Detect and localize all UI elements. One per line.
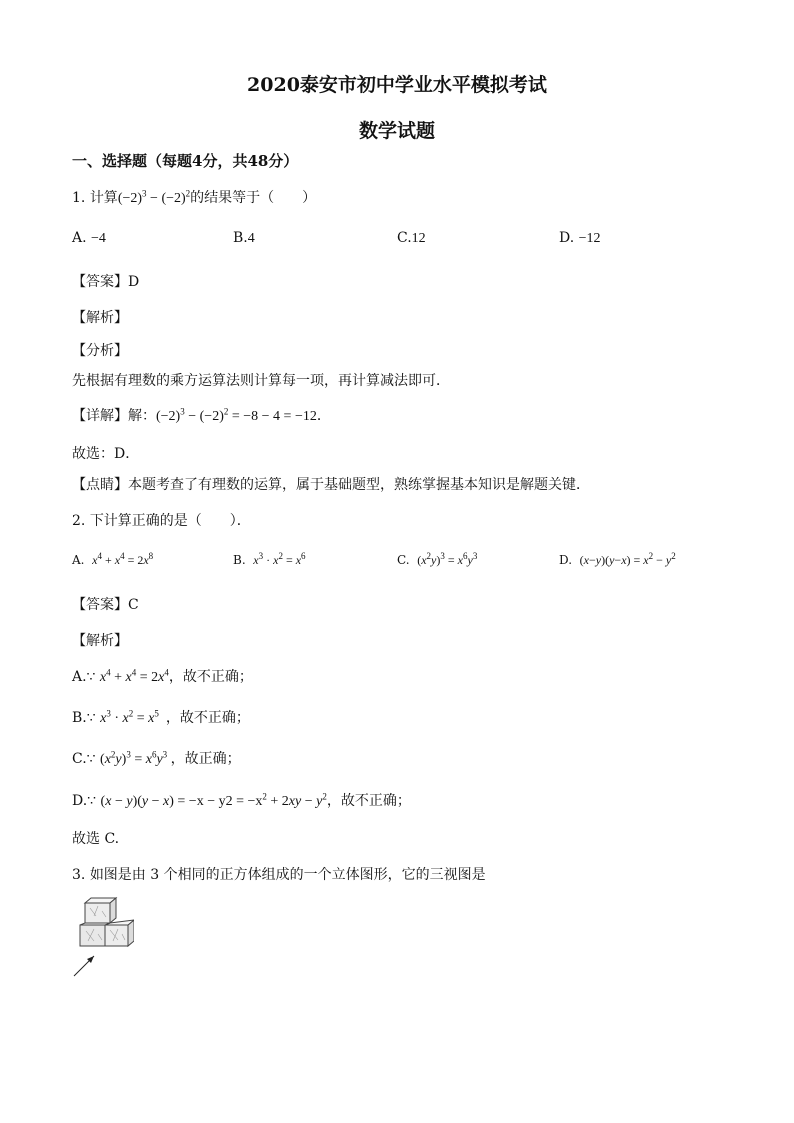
exam-subtitle: 数学试题	[358, 120, 435, 142]
detail-prefix: 解：	[128, 408, 156, 424]
option-formula: $x^3 \cdot x^2 = x^6$	[253, 551, 306, 567]
dianjing-line	[72, 474, 590, 494]
option-b	[233, 230, 255, 247]
stem-text: 下计算正确的是（ ）．	[89, 513, 251, 529]
option-d	[559, 230, 601, 247]
option-label: B.	[233, 553, 246, 567]
option-formula: $(x-y)(y-x) = x^2 - y^2$	[579, 551, 676, 567]
option-d	[559, 553, 676, 568]
detail-line	[72, 405, 331, 425]
answer-line	[72, 271, 139, 291]
section-heading: 一、选择题（每题4分，共48分）	[72, 152, 299, 170]
question-number: 1.	[72, 190, 86, 206]
line-tail: ，故不正确；	[326, 793, 411, 809]
question-2-stem	[72, 510, 251, 530]
option-label: D.	[559, 230, 575, 246]
option-a	[72, 230, 106, 247]
question-1-stem	[72, 187, 316, 207]
option-value: −12	[578, 231, 601, 246]
analysis-line-a	[72, 666, 253, 686]
detail-tag: 【详解】	[72, 408, 128, 424]
stem-suffix: 的结果等于（ ）	[190, 190, 317, 206]
cube-figure	[70, 896, 134, 980]
analysis-line-c	[72, 748, 241, 768]
fenxi-text: 先根据有理数的乘方运算法则计算每一项，再计算减法即可．	[72, 373, 450, 389]
question-number: 3.	[72, 867, 86, 883]
option-b	[233, 553, 306, 568]
line-tail: ，故不正确；	[168, 669, 253, 685]
line-formula: $x^3 \cdot x^2 = x^5$	[100, 708, 159, 726]
left-cube-front-face	[80, 925, 105, 946]
line-label: C.∵	[72, 751, 96, 767]
left-cube-top-face	[80, 923, 110, 925]
dianjing-text: 本题考查了有理数的运算，属于基础题型，熟练掌握基本知识是解题关键．	[128, 477, 590, 493]
dianjing-tag: 【点睛】	[72, 477, 128, 493]
option-value: −4	[91, 231, 106, 246]
line-formula: $(x^2y)^3 = x^6y^3$	[100, 749, 168, 767]
option-formula: $(x^2y)^3 = x^6y^3$	[417, 551, 478, 567]
option-label: C.	[397, 553, 410, 567]
line-middle: = −x − y2 = −x	[177, 794, 263, 809]
option-value: 4	[247, 231, 255, 246]
analysis-tag: 【解析】	[72, 310, 128, 326]
detail-end: ．	[316, 408, 331, 424]
analysis-tag: 【解析】	[72, 633, 128, 649]
choose-line: 故选 C.	[72, 831, 120, 847]
option-label: B.	[233, 230, 248, 246]
option-formula: $x^4 + x^4 = 2x^8$	[92, 551, 154, 567]
line-formula-end: $^2 + 2xy - y^2$	[262, 791, 327, 809]
top-cube-front-face	[85, 903, 110, 923]
option-value: 12	[411, 231, 426, 246]
line-label: B.∵	[72, 710, 96, 726]
answer-tag: 【答案】	[72, 274, 128, 290]
option-label: A.	[72, 553, 85, 567]
right-cube-front-face	[105, 925, 128, 946]
exam-title: 2020泰安市初中学业水平模拟考试	[247, 74, 547, 96]
answer-tag: 【答案】	[72, 597, 128, 613]
question-3-stem	[72, 864, 486, 884]
choose-line: 故选：D．	[72, 446, 140, 462]
option-c	[397, 230, 426, 247]
line-label: D.∵	[72, 793, 97, 809]
option-label: D.	[559, 553, 573, 567]
line-formula: $x^4 + x^4 = 2x^4$	[99, 667, 169, 685]
line-tail: ，故不正确；	[165, 710, 250, 726]
line-formula: (x − y)(y − x)	[100, 794, 178, 809]
stem-text: 如图是由 3 个相同的正方体组成的一个立体图形，它的三视图是	[89, 867, 486, 883]
stem-prefix: 计算	[89, 190, 118, 206]
answer-line	[72, 594, 139, 614]
option-label: A.	[72, 230, 87, 246]
line-label: A.∵	[72, 669, 96, 685]
analysis-line-d	[72, 790, 411, 810]
detail-expression: $(-2)^3 - (-2)^2$	[156, 406, 229, 424]
answer-value: C	[128, 597, 139, 613]
answer-value: D	[128, 274, 140, 290]
top-cube-side-face	[110, 898, 116, 923]
analysis-line-b	[72, 707, 250, 727]
math-expression: $(-2)^3 - (-2)^2$	[117, 188, 191, 206]
line-tail: ，故正确；	[170, 751, 241, 767]
fenxi-tag: 【分析】	[72, 343, 128, 359]
option-c	[397, 553, 477, 568]
detail-result: = −8 − 4 = −12	[231, 409, 317, 424]
option-label: C.	[397, 230, 412, 246]
option-a	[72, 553, 153, 568]
question-number: 2.	[72, 513, 86, 529]
